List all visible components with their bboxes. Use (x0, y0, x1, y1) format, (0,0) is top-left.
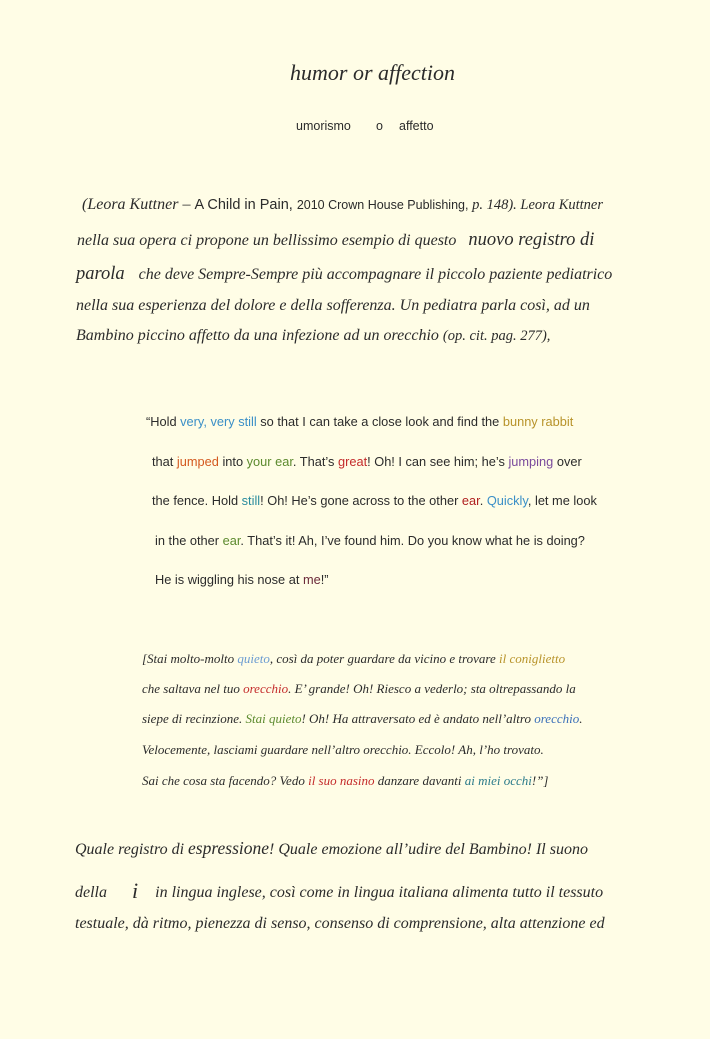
closing-line-3: testuale, dà ritmo, pienezza di senso, consenso di comprensione, alta attenzione ed (75, 915, 605, 932)
quote-line-4: in the other ear. That’s it! Ah, I’ve found him. Do you know what he is doing? (155, 533, 585, 548)
translation-line-4: Velocemente, lasciami guardare nell’altro orecchio. Eccolo! Ah, l’ho trovato. (142, 742, 544, 757)
translation-line-3: siepe di recinzione. Stai quieto! Oh! Ha attraversato ed è andato nell’altro orecchio. (142, 711, 583, 726)
closing-line-2: della i in lingua inglese, così come in lingua italiana alimenta tutto il tessuto (75, 878, 604, 903)
quote-line-3: the fence. Hold still! Oh! He’s gone across to the other ear. Quickly, let me look (152, 493, 597, 508)
intro-line-4: nella sua esperienza del dolore e della sofferenza. Un pediatra parla così, ad un (76, 297, 590, 314)
intro-line-1: (Leora Kuttner – A Child in Pain, 2010 Crown House Publishing, p. 148). Leora Kuttner (82, 196, 603, 213)
intro-line-5: Bambino piccino affetto da una infezione ad un orecchio (op. cit. pag. 277), (76, 327, 551, 344)
translation-line-5: Sai che cosa sta facendo? Vedo il suo nasino danzare davanti ai miei occhi!”] (142, 773, 549, 788)
intro-line-2: nella sua opera ci propone un bellissimo esempio di questo nuovo registro di (77, 230, 595, 250)
subtitle-word-2: o (376, 119, 383, 133)
subtitle-word-3: affetto (399, 119, 434, 133)
closing-line-1: Quale registro di espressione! Quale emozione all’udire del Bambino! Il suono (75, 838, 588, 858)
quote-line-2: that jumped into your ear. That’s great! Oh! I can see him; he’s jumping over (152, 454, 582, 469)
quote-line-1: “Hold very, very still so that I can take a close look and find the bunny rabbit (146, 414, 574, 429)
quote-line-5: He is wiggling his nose at me!” (155, 572, 329, 587)
translation-line-1: [Stai molto-molto quieto, così da poter guardare da vicino e trovare il coniglietto (142, 651, 566, 666)
subtitle-word-1: umorismo (296, 119, 351, 133)
intro-line-3: parola che deve Sempre-Sempre più accompagnare il piccolo paziente pediatrico (76, 264, 613, 284)
page-title: humor or affection (290, 60, 455, 85)
translation-line-2: che saltava nel tuo orecchio. E’ grande! Oh! Riesco a vederlo; sta oltrepassando la (142, 681, 576, 696)
